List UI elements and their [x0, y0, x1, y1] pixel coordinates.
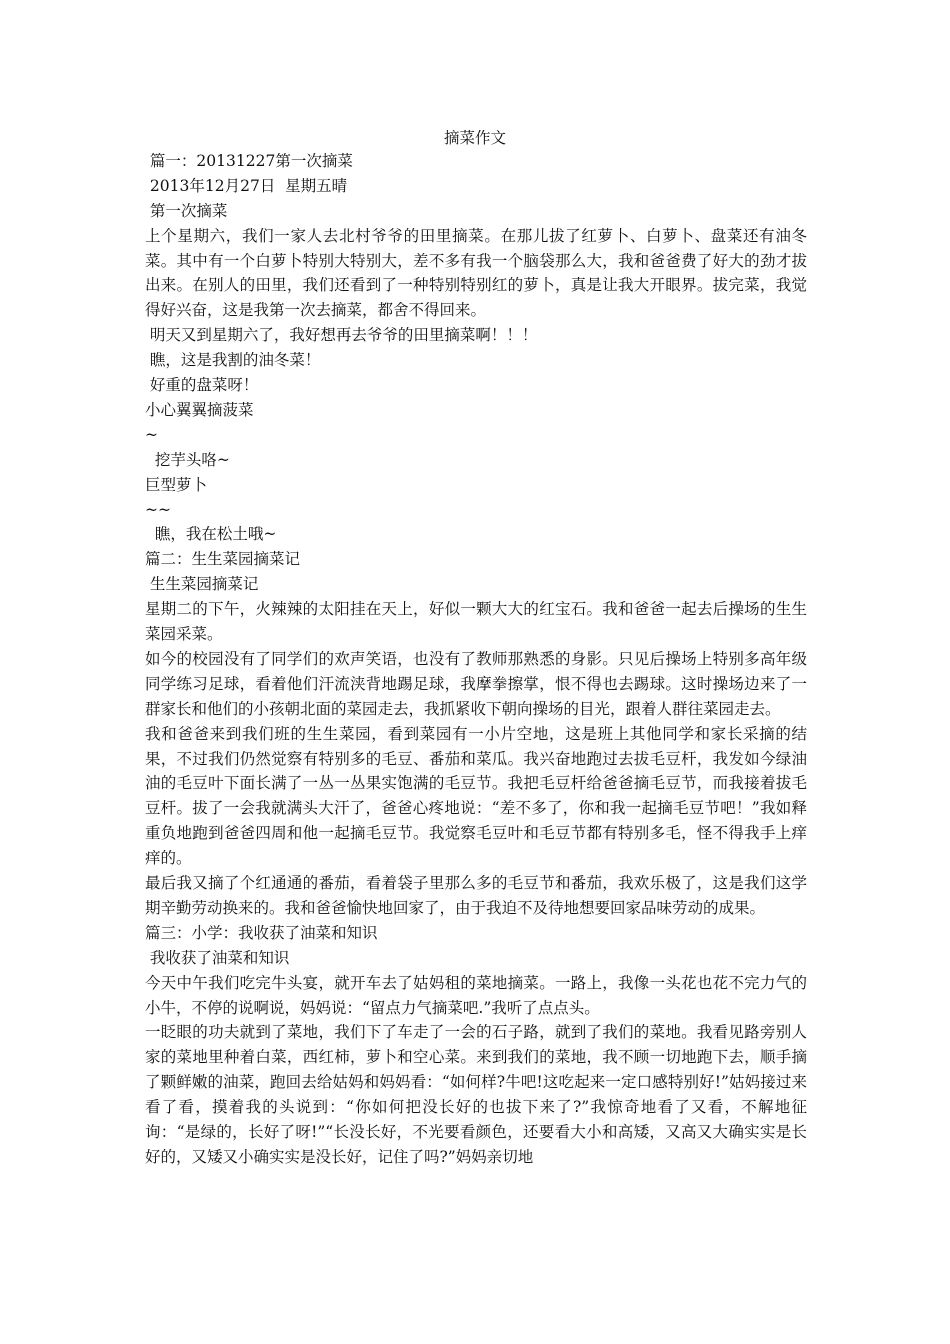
text-line: 挖芋头咯~	[145, 450, 230, 469]
text-line: 好重的盘菜呀！	[145, 376, 259, 395]
paragraph: 一眨眼的功夫就到了菜地，我们下了车走了一会的石子路，就到了我们的菜地。我看见路旁别人家的菜地里种着白菜，西红柿，萝卜和空心菜。来到我们的菜地，我不顾一切地跑下去，顺手摘了颗鲜嫩的油菜，跑回去给姑妈和妈妈看：“如何样?牛吧!这吃起来一定口感特别好!”姑妈接过来看了看，摸着我的头说到：“你如何把没长好的也拔下来了?”我惊奇地看了又看，不解地征询：“是绿的，长好了呀!”“长没长好，不光要看颜色，还要看大小和高矮，又高又大确实实是长好的，又矮又小确实实是没长好，记住了吗?”妈妈亲切地	[145, 1023, 807, 1166]
paragraph: 最后我又摘了个红通通的番茄，看着袋子里那么多的毛豆节和番茄，我欢乐极了，这是我们这学期辛勤劳动换来的。我和爸爸愉快地回家了，由于我迫不及待地想要回家品味劳动的成果。	[145, 874, 807, 917]
paragraph: 星期二的下午，火辣辣的太阳挂在天上，好似一颗大大的红宝石。我和爸爸一起去后操场的生生菜园采菜。	[145, 600, 807, 643]
text-line: ~	[145, 425, 158, 444]
paragraph: 如今的校园没有了同学们的欢声笑语，也没有了教师那熟悉的身影。只见后操场上特别多高年级同学练习足球，看着他们汗流浃背地踢足球，我摩拳擦掌，恨不得也去踢球。这时操场边来了一群家长和他们的小孩朝北面的菜园走去，我抓紧收下朝向操场的目光，跟着人群往菜园走去。	[145, 649, 807, 718]
paragraph: 上个星期六，我们一家人去北村爷爷的田里摘菜。在那儿拔了红萝卜、白萝卜、盘菜还有油冬菜。其中有一个白萝卜特别大特别大，差不多有我一个脑袋那么大，我和爸爸费了好大的劲才拔出来。在别人的田里，我们还看到了一种特别特别红的萝卜，真是让我大开眼界。拔完菜，我觉得好兴奋，这是我第一次去摘菜，都舍不得回来。	[145, 226, 807, 320]
section-heading: 篇二：生生菜园摘菜记	[145, 550, 301, 569]
text-line: 篇一：20131227第一次摘菜	[145, 152, 353, 170]
text-line: 生生菜园摘菜记	[145, 575, 259, 594]
document-title: 摘菜作文	[443, 129, 506, 147]
text-line: 我收获了油菜和知识	[145, 948, 290, 967]
paragraph: 今天中午我们吃完牛头宴，就开车去了姑妈租的菜地摘菜。一路上，我像一头花也花不完力气的小牛，不停的说啊说，妈妈说：“留点力气摘菜吧.”我听了点点头。	[145, 973, 807, 1017]
text-line: 小心翼翼摘菠菜	[145, 400, 254, 419]
text-line: 明天又到星期六了，我好想再去爷爷的田里摘菜啊！！！	[145, 326, 538, 345]
text-line: 巨型萝卜	[145, 475, 208, 494]
document-body	[145, 149, 807, 1170]
text-line: 瞧，这是我割的油冬菜！	[145, 351, 321, 370]
text-line: 2013年12月27日 星期五晴	[145, 176, 348, 195]
paragraph: 我和爸爸来到我们班的生生菜园，看到菜园有一小片空地，这是班上其他同学和家长采摘的结果，不过我们仍然觉察有特别多的毛豆、番茄和菜瓜。我兴奋地跑过去拔毛豆杆，我发如今绿油油的毛豆叶下面长满了一丛一丛果实饱满的毛豆节。我把毛豆杆给爸爸摘毛豆节，而我接着拔毛豆杆。拔了一会我就满头大汗了，爸爸心疼地说：“差不多了，你和我一起摘毛豆节吧！”我如释重负地跑到爸爸四周和他一起摘毛豆节。我觉察毛豆叶和毛豆节都有特别多毛，怪不得我手上痒痒的。	[145, 724, 807, 868]
section-heading: 篇三：小学：我收获了油菜和知识	[145, 923, 378, 942]
text-line: 第一次摘菜	[145, 201, 228, 220]
text-line: ~~	[145, 500, 171, 519]
text-line: 瞧，我在松土哦~	[145, 525, 277, 544]
